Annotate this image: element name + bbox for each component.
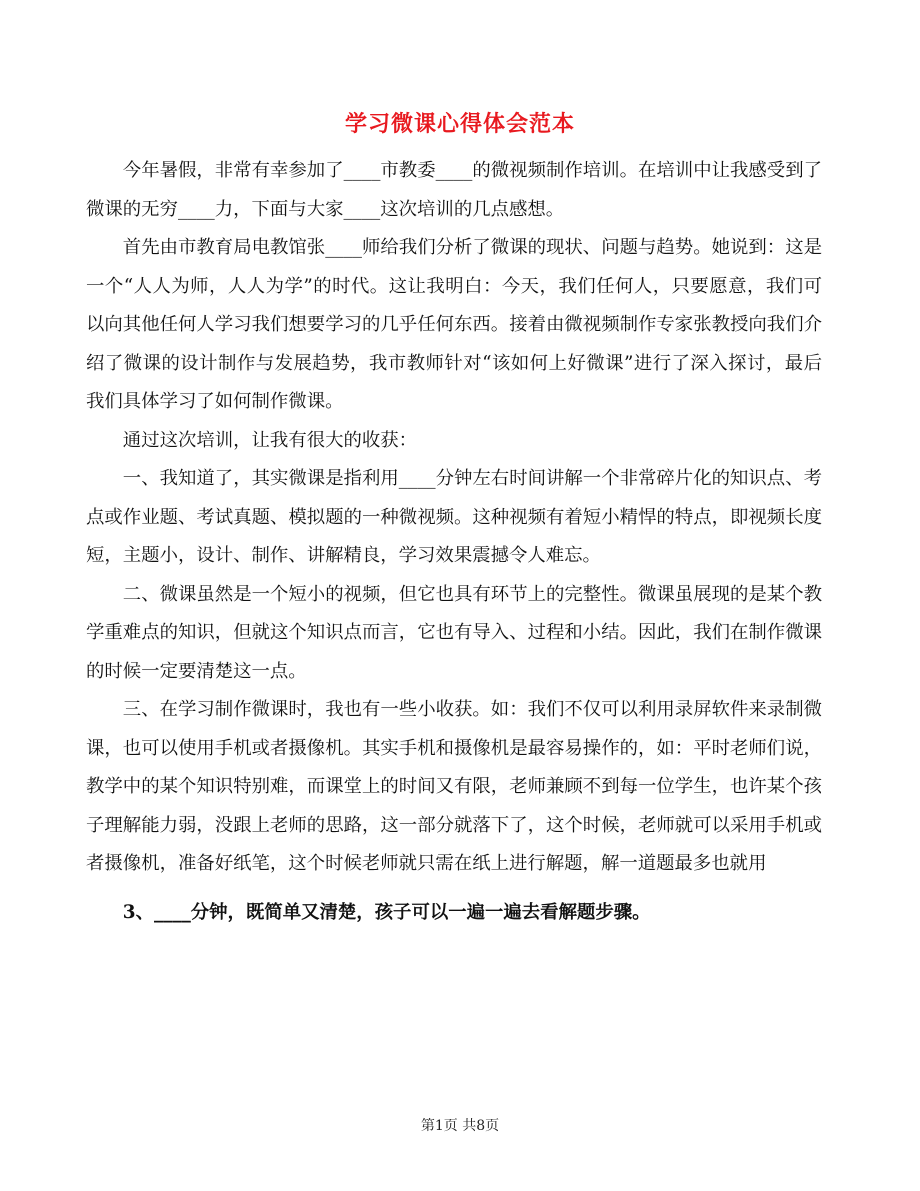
paragraph-3: 通过这次培训，让我有很大的收获： bbox=[122, 429, 418, 451]
paragraph-6: 三、在学习制作微课时，我也有一些小收获。如：我们不仅可以利用录屏软件来录制微课，也可以使用手机或者摄像机。其实手机和摄像机是最容易操作的，如：平时老师们说，教学中的某个知识特别难，而课堂上的时间又有限，老师兼顾不到每一位学生，也许某个孩子理解能力弱，没跟上老师的思路，这一部分就落下了，这个时候，老师就可以采用手机或者摄像机，准备好纸笔，这个时候老师就只需在纸上进行解题，解一道题最多也就用 bbox=[86, 699, 822, 874]
document-title: 学习微课心得体会范本 bbox=[344, 111, 575, 137]
paragraph-5: 二、微课虽然是一个短小的视频，但它也具有环节上的完整性。微课虽展现的是某个教学重难点的知识，但就这个知识点而言，它也有导入、过程和小结。因此，我们在制作微课的时候一定要清楚这一点。 bbox=[86, 583, 822, 682]
paragraph-4: 一、我知道了，其实微课是指利用____分钟左右时间讲解一个非常碎片化的知识点、考点或作业题、考试真题、模拟题的一种微视频。这种视频有着短小精悍的特点，即视频长度短，主题小，设计、制作、讲解精良，学习效果震撼令人难忘。 bbox=[86, 468, 822, 566]
paragraph-2: 首先由市教育局电教馆张____师给我们分析了微课的现状、问题与趋势。她说到：这是一个“人人为师，人人为学”的时代。这让我明白：今天，我们任何人，只要愿意，我们可以向其他任何人学习我们想要学习的几乎任何东西。接着由微视频制作专家张教授向我们介绍了微课的设计制作与发展趋势，我市教师针对“该如何上好微课”进行了深入探讨，最后我们具体学习了如何制作微课。 bbox=[86, 237, 822, 412]
page-footer: 第1页 共8页 bbox=[420, 1118, 500, 1134]
paragraph-1: 今年暑假，非常有幸参加了____市教委____的微视频制作培训。在培训中让我感受到了微课的无穷____力，下面与大家____这次培训的几点感想。 bbox=[86, 160, 822, 220]
document-body bbox=[86, 152, 822, 932]
bold-paragraph: 3、____分钟，既简单又清楚，孩子可以一遍一遍去看解题步骤。 bbox=[122, 901, 651, 923]
